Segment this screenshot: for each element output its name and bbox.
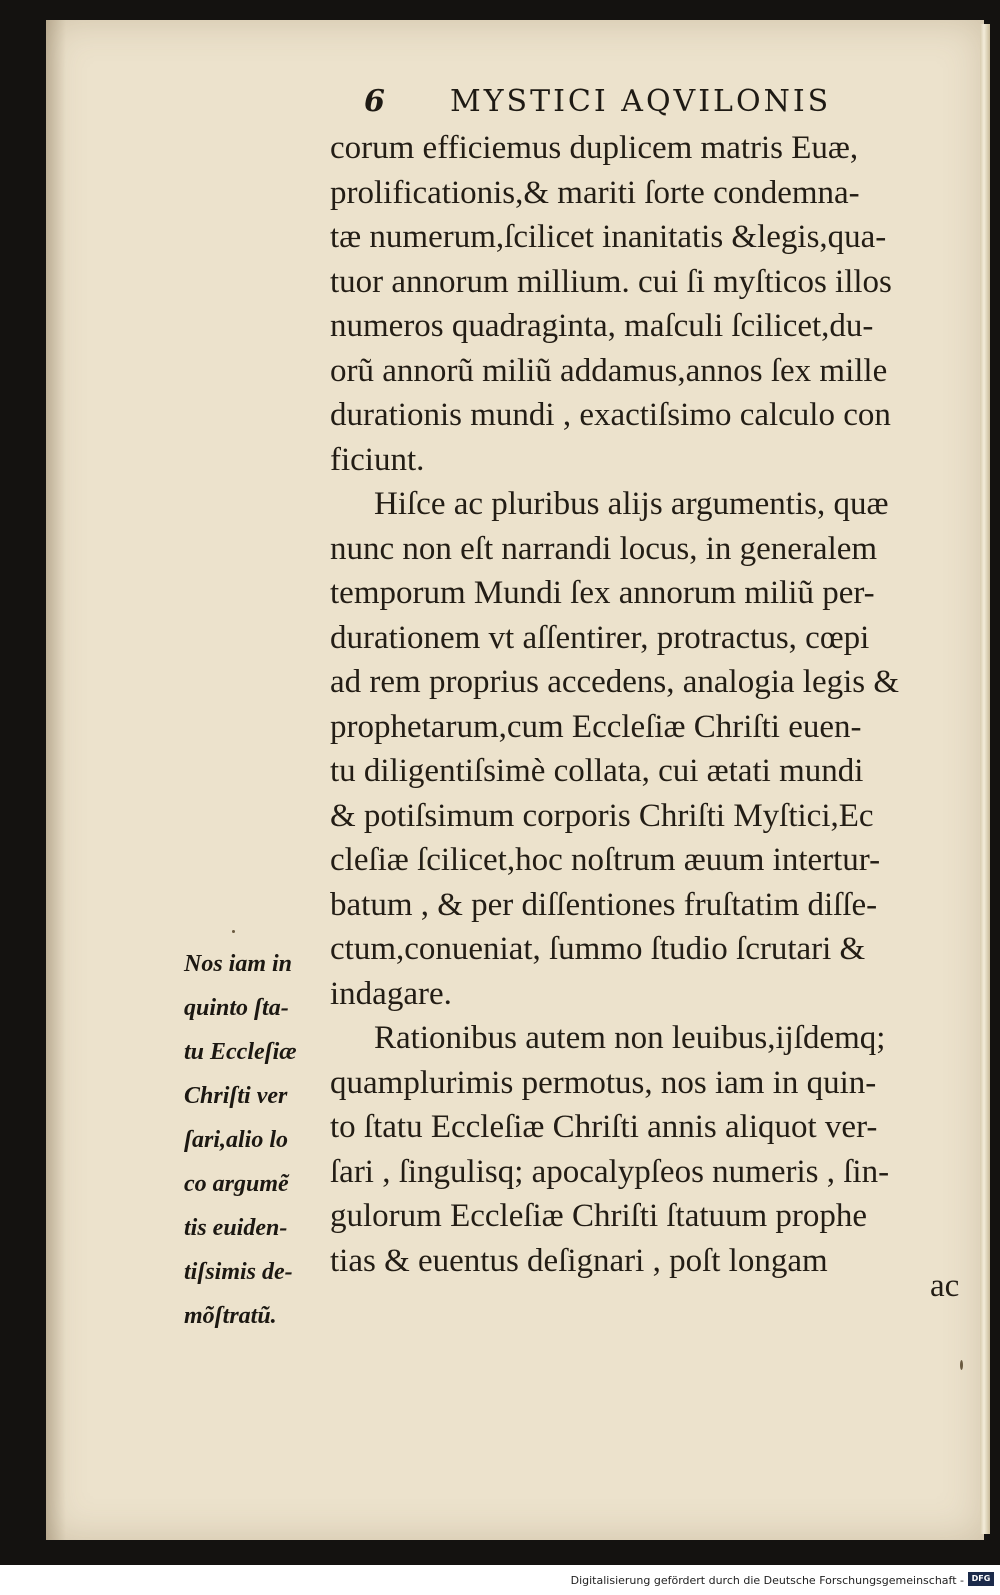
text-line: ctum,conueniat, ſummo ſtudio ſcrutari & [330,931,866,967]
paper-speck [960,1360,963,1370]
text-line: nunc non eſt narrandi locus, in generalem [330,530,878,567]
marginal-note [184,942,334,1338]
text-line: batum , & per diſſentiones fruſtatim diſſe- [330,886,878,923]
paper-speck [232,930,235,933]
running-title: MYSTICI AQVILONIS [450,84,832,119]
main-text-block [330,126,990,1283]
folio-number: 6 [364,84,385,119]
text-line: & potiſsimum corporis Chriſti Myſtici,Ec [330,797,874,834]
marginal-line: tiſsimis de- [184,1259,293,1285]
marginal-line: ſari,alio lo [184,1127,289,1153]
text-line: durationem vt aſſentirer, protractus, cœpi [330,619,870,656]
funding-credit: Digitalisierung gefördert durch die Deutsche Forschungsgemeinschaft - [570,1574,964,1587]
text-line: tias & euentus deſignari , poſt longam [330,1242,828,1279]
marginal-line: co argumẽ [184,1171,289,1197]
marginal-line: quinto ſta- [184,995,289,1021]
text-line: tuor annorum millium. cui ſi myſticos illos [330,263,892,300]
marginal-line: tu Eccleſiæ [184,1039,297,1065]
text-line: tu diligentiſsimè collata, cui ætati mundi [330,753,864,789]
text-line: prophetarum,cum Eccleſiæ Chriſti euen- [330,708,862,745]
text-line: gulorum Eccleſiæ Chriſti ſtatuum prophe [330,1198,868,1234]
page-header [350,84,960,128]
text-line: orũ annorũ miliũ addamus,annos ſex mille [330,352,888,389]
text-line: ficiunt. [330,441,425,478]
catchword: ac [930,1268,960,1304]
text-line: numeros quadraginta, maſculi ſcilicet,du- [330,308,874,344]
marginal-line: Nos iam in [184,951,293,977]
dfg-logo: DFG [968,1572,994,1586]
digitization-footer [0,1565,1000,1595]
text-line: to ſtatu Eccleſiæ Chriſti annis aliquot ver- [330,1109,878,1145]
text-line: ſari , ſingulisq; apocalypſeos numeris , ſin- [330,1153,890,1190]
text-line: temporum Mundi ſex annorum miliũ per- [330,575,875,611]
spine-shadow [46,20,66,1540]
text-line: cleſiæ ſcilicet,hoc noſtrum æuum intertur- [330,842,881,878]
text-line: prolificationis,& mariti ſorte condemna- [330,174,860,211]
text-line: quamplurimis permotus, nos iam in quin- [330,1064,877,1101]
text-line: indagare. [330,975,452,1012]
paragraph-start-line: Rationibus autem non leuibus,ijſdemq; [374,1020,886,1056]
text-line: ad rem proprius accedens, analogia legis & [330,664,900,700]
text-line: durationis mundi , exactiſsimo calculo con [330,397,891,433]
text-line: corum efficiemus duplicem matris Euæ, [330,130,859,166]
text-line: tæ numerum,ſcilicet inanitatis &legis,qua- [330,219,887,255]
marginal-line: mõſtratũ. [184,1303,277,1329]
marginal-line: Chriſti ver [184,1083,288,1109]
paragraph-start-line: Hiſce ac pluribus alijs argumentis, quæ [374,486,889,522]
marginal-line: tis euiden- [184,1215,288,1241]
